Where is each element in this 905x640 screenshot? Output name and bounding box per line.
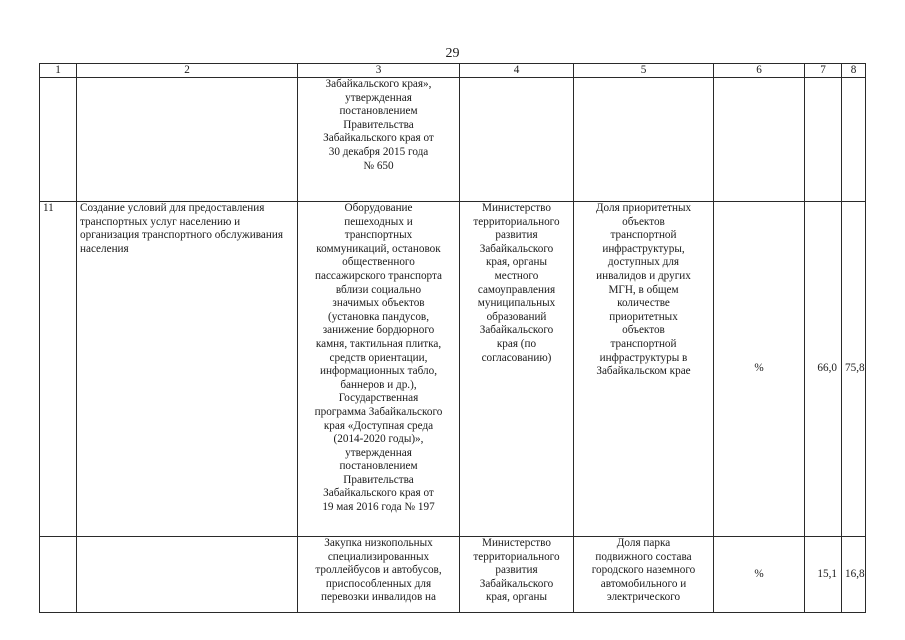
executor-cell [460,78,574,202]
unit-cell: % [714,537,805,613]
value-cell: 15,1 [805,537,842,613]
task-cell: Создание условий для предоставления транспортных услуг населению и организация транспортного обслуживания населения [77,202,298,537]
unit-cell [714,78,805,202]
table-row [40,537,866,613]
value-cell: 75,8 [842,202,866,537]
measure-text: Забайкальского края», утвержденная постановлением Правительства Забайкальского края от 30 декабря 2015 года № 650 [323,78,434,172]
measure-text: Оборудование пешеходных и транспортных коммуникаций, остановок общественного пассажирского транспорта вблизи социально значимых объектов (установка пандусов, занижение бордюрного камня, тактильная плитка, средств ориентации, информационных табло, баннеров и др.), Государственная программа Забайкальского края «Доступная среда (2014-2020 годы)», утвержденная постановлением Правительства Забайкальского края от 19 мая 2016 года № 197 [314,202,443,514]
measure-cell [298,202,460,537]
row-number-cell [40,78,77,202]
column-number: 6 [714,64,805,78]
page-number: 29 [445,46,460,61]
program-table [39,63,866,613]
table-row [40,78,866,202]
column-number: 7 [805,64,842,78]
value-cell [805,78,842,202]
value-cell [842,78,866,202]
measure-text: Закупка низкопольных специализированных троллейбусов и автобусов, приспособленных для перевозки инвалидов на [315,537,442,604]
column-number-row [40,64,866,78]
task-cell [77,537,298,613]
executor-text: Министерство территориального развития Забайкальского края, органы местного самоуправления муниципальных образований Забайкальского края (по согласованию) [473,202,560,364]
measure-cell [298,78,460,202]
column-number: 8 [842,64,866,78]
task-cell [77,78,298,202]
column-number: 3 [298,64,460,78]
column-number: 4 [460,64,574,78]
executor-cell [460,202,574,537]
executor-cell [460,537,574,613]
column-number: 5 [574,64,714,78]
executor-text: Министерство территориального развития Забайкальского края, органы [473,537,560,604]
unit-cell: % [714,202,805,537]
value-cell: 16,8 [842,537,866,613]
row-number-cell: 11 [40,202,77,537]
value-cell: 66,0 [805,202,842,537]
indicator-cell [574,78,714,202]
table-row [40,202,866,537]
measure-cell [298,537,460,613]
indicator-cell [574,202,714,537]
indicator-text: Доля парка подвижного состава городского наземного автомобильного и электрического [591,537,696,604]
indicator-text: Доля приоритетных объектов транспортной инфраструктуры, доступных для инвалидов и других МГН, в общем количестве приоритетных объектов транспортной инфраструктуры в Забайкальском крае [595,202,692,378]
column-number: 2 [77,64,298,78]
row-number-cell [40,537,77,613]
indicator-cell [574,537,714,613]
column-number: 1 [40,64,77,78]
